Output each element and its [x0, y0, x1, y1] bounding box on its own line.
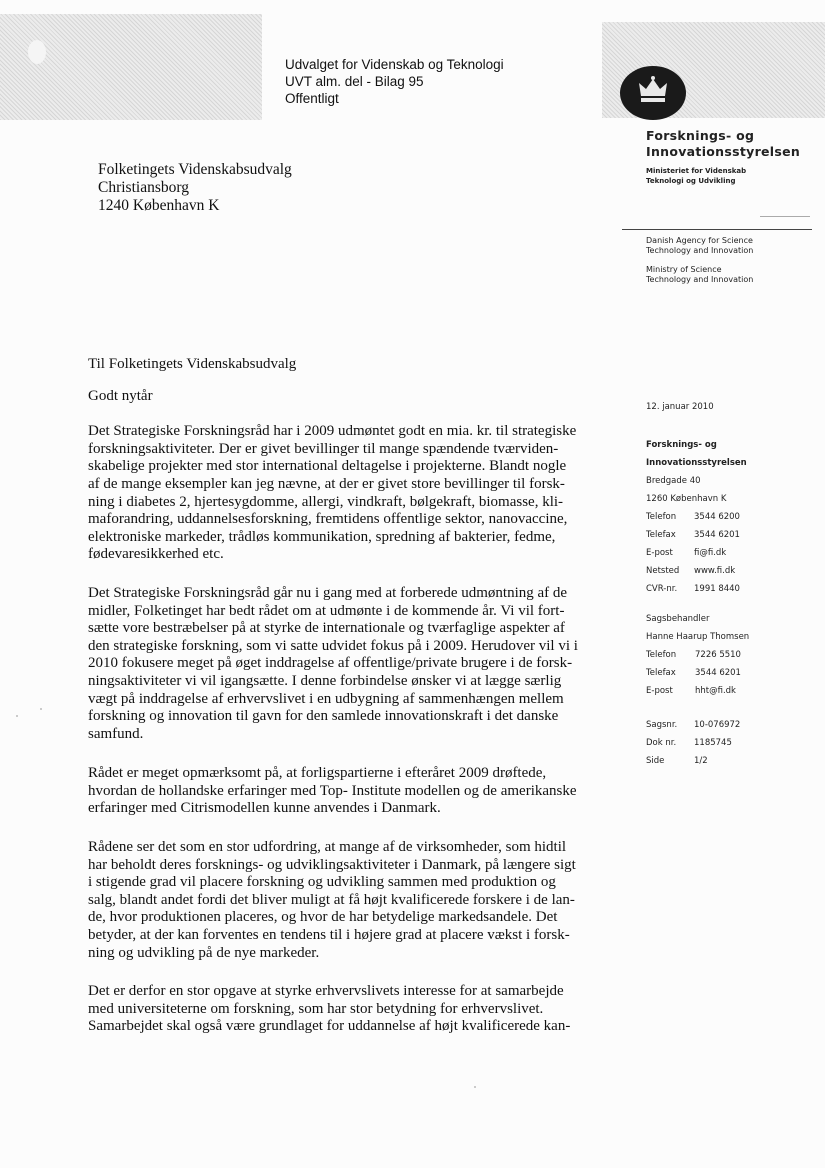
body-line: betyder, at der kan forventes en tendens til i højere grad at placere vækst i forsk-	[88, 927, 570, 944]
body-line: Det er derfor en stor opgave at styrke erhvervslivets interesse for at samarbejde	[88, 983, 564, 1000]
body-line: samfund.	[88, 725, 144, 742]
body-line: midler, Folketinget har bedt rådet om at udmønte i de kommende år. Vi vil fort-	[88, 602, 565, 619]
case-handler-name: Hanne Haarup Thomsen	[646, 632, 750, 642]
body-line: den strategiske forskning, som vi satte udvidet fokus på i 2009. Herudover vil vi i	[88, 637, 578, 654]
body-paragraph	[88, 585, 612, 743]
sender-street: Bredgade 40	[646, 476, 701, 486]
body-line: Samarbejdet skal også være grundlaget for uddannelse af højt kvalificerede kan-	[88, 1018, 571, 1035]
body-line: Det Strategiske Forskningsråd har i 2009 udmøntet godt en mia. kr. til strategiske	[88, 423, 577, 440]
ref-row: Sagsnr. 10-076972	[646, 720, 741, 730]
ministry-line1: Ministeriet for Videnskab	[646, 167, 747, 175]
letter-date: 12. januar 2010	[646, 402, 714, 412]
body-line: sætte vore bestræbelser på at styrke de internationale og tværfaglige aspekter af	[88, 620, 565, 637]
body-line: med universiteterne om forskning, som har stor betydning for erhvervslivet.	[88, 1000, 544, 1017]
body-line: forskning og innovation til gavn for den samlede innovationskraft i det danske	[88, 708, 559, 725]
body-line: hvordan de hollandske erfaringer med Top- Institute modellen og de amerikanske	[88, 782, 577, 799]
stamp-status: Offentligt	[285, 91, 339, 106]
crown-icon	[636, 74, 670, 106]
body-line: fødevaresikkerhed etc.	[88, 546, 224, 563]
greeting: Godt nytår	[88, 387, 153, 404]
sender-row: Netsted www.fi.dk	[646, 566, 736, 576]
body-paragraph	[88, 423, 612, 564]
scan-speck	[16, 715, 18, 717]
body-paragraph	[88, 983, 612, 1036]
ref-row: Dok nr. 1185745	[646, 738, 732, 748]
agency-english	[646, 236, 753, 285]
english-agency-line1: Danish Agency for Science	[646, 236, 753, 245]
sender-row: E-post fi@fi.dk	[646, 548, 727, 558]
stamp-reference: UVT alm. del - Bilag 95	[285, 74, 424, 89]
agency-name-line2: Innovationsstyrelsen	[646, 144, 801, 159]
scan-shading-left	[0, 14, 262, 120]
english-agency-line2: Technology and Innovation	[646, 246, 754, 255]
body-line: Rådene ser det som en stor udfordring, at mange af de virksomheder, som hidtil	[88, 839, 567, 856]
sender-row: CVR-nr. 1991 8440	[646, 584, 740, 594]
body-line: de, hvor produktionen placeres, og hvor de har betydelige markedsandele. Det	[88, 909, 558, 926]
recipient-line1: Folketingets Videnskabsudvalg	[98, 161, 292, 178]
divider-faint	[760, 216, 810, 217]
body-paragraphs	[88, 423, 612, 1036]
ministry-line2: Teknologi og Udvikling	[646, 177, 736, 185]
body-line: erfaringer med Citrismodellen kunne anvendes i Danmark.	[88, 800, 441, 817]
case-handler-title: Sagsbehandler	[646, 614, 710, 624]
scan-blob	[28, 40, 46, 64]
body-line: i stigende grad vil placere forskning og udvikling sammen med produktion og	[88, 874, 556, 891]
body-paragraph	[88, 765, 612, 818]
body-line: af de mange eksempler kan jeg nævne, at der er givet store bevillinger til forsk-	[88, 475, 565, 492]
body-line: 2010 fokusere meget på øget inddragelse af offentlige/private brugere i de forsk-	[88, 655, 573, 672]
sender-row: Telefon 3544 6200	[646, 512, 740, 522]
sender-org-line2: Innovationsstyrelsen	[646, 458, 747, 468]
scan-speck	[474, 1086, 476, 1088]
sender-contact	[646, 436, 749, 770]
body-line: salg, blandt andet fordi det bliver muligt at få højt kvalificerede forskere i de lan-	[88, 891, 575, 908]
body-line: Rådet er meget opmærksomt på, at forligspartierne i efteråret 2009 drøftede,	[88, 765, 547, 782]
scan-speck	[40, 708, 42, 710]
sender-org-line1: Forsknings- og	[646, 440, 717, 450]
recipient-address	[98, 161, 292, 215]
body-line: ningsaktiviteter vi vil igangsætte. I denne forbindelse ønsker vi at lægge særlig	[88, 672, 562, 689]
body-line: vægt på inddragelse af erhvervslivet i en udbygning af sammenhængen mellem	[88, 690, 564, 707]
body-paragraph	[88, 839, 612, 962]
crown-logo-icon	[620, 66, 686, 120]
body-line: har beholdt deres forsknings- og udviklingsaktiviteter i Danmark, på længere sigt	[88, 856, 576, 873]
sender-row: Telefax 3544 6201	[646, 530, 740, 540]
recipient-line3: 1240 København K	[98, 197, 220, 214]
body-line: forskningsaktiviteter. Der er givet bevillinger til mange spændende tværviden-	[88, 440, 559, 457]
body-line: skabelige projekter med stor international deltagelse i projekterne. Blandt nogle	[88, 458, 567, 475]
agency-name-line1: Forsknings- og	[646, 128, 755, 143]
body-line: maforandring, uddannelsesforskning, fremtidens offentlige sektor, nanovaccine,	[88, 511, 568, 528]
stamp-committee: Udvalget for Videnskab og Teknologi	[285, 57, 504, 72]
case-handler-row: Telefon 7226 5510	[646, 650, 741, 660]
divider	[622, 229, 812, 230]
recipient-line2: Christiansborg	[98, 179, 189, 196]
body-line: Det Strategiske Forskningsråd går nu i gang med at forberede udmøntning af de	[88, 584, 568, 601]
agency-header	[646, 128, 800, 186]
committee-stamp	[285, 56, 504, 107]
ref-row: Side 1/2	[646, 756, 708, 766]
body-line: ning og udvikling på de nye markeder.	[88, 944, 320, 961]
body-line: elektroniske markeder, trådløs kommunikation, spredning af bakterier, fedme,	[88, 528, 556, 545]
salutation: Til Folketingets Videnskabsudvalg	[88, 356, 297, 372]
body-line: ning i diabetes 2, hjertesygdomme, allergi, vindkraft, bølgekraft, biomasse, kli-	[88, 493, 564, 510]
case-handler-row: E-post hht@fi.dk	[646, 686, 736, 696]
letter-body	[88, 356, 612, 1057]
sender-city: 1260 København K	[646, 494, 727, 504]
english-ministry-line1: Ministry of Science	[646, 265, 722, 274]
case-handler-row: Telefax 3544 6201	[646, 668, 741, 678]
english-ministry-line2: Technology and Innovation	[646, 275, 754, 284]
